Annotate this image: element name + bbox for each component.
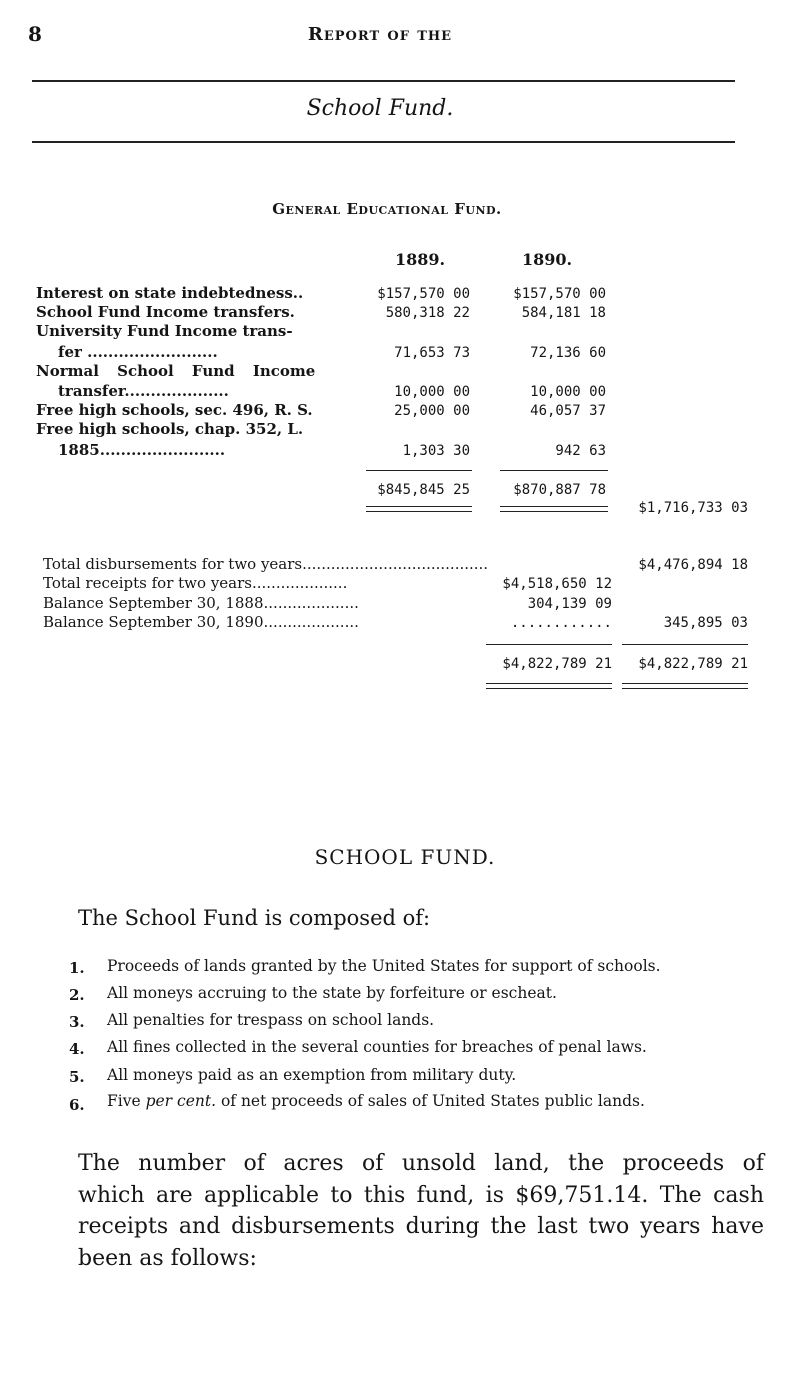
list-item-text: All moneys accruing to the state by forfeiture or escheat. <box>107 984 557 1002</box>
table-row-label: Free high schools, sec. 496, R. S. <box>36 401 313 419</box>
table-row-label-cont: fer ......................... <box>58 343 218 361</box>
list-item-text <box>107 1092 645 1110</box>
summary-row-label: Balance September 30, 1890.................... <box>43 613 359 631</box>
table-cell-1889: 25,000 00 <box>394 403 470 419</box>
table-title: General Educational Fund. <box>272 200 502 218</box>
year-header-1890: 1890. <box>522 250 573 269</box>
paragraph-line: The number of acres of unsold land, the proceeds of <box>78 1151 764 1176</box>
header-rule-bottom <box>32 141 735 143</box>
list-item-number: 3. <box>69 1013 85 1031</box>
summary-rule <box>486 644 612 645</box>
summary-row-label: Balance September 30, 1888.................... <box>43 594 359 612</box>
table-cell-1890: $157,570 00 <box>513 286 606 302</box>
table-row-label: University Fund Income trans- <box>36 322 293 340</box>
table-row-label-cont: 1885........................ <box>58 441 226 459</box>
table-cell-1889: 580,318 22 <box>385 305 470 321</box>
subtotal-rule <box>366 470 472 471</box>
table-cell-1889: 10,000 00 <box>394 384 470 400</box>
total-1890: $870,887 78 <box>513 482 606 498</box>
list-item-text: Proceeds of lands granted by the United States for support of schools. <box>107 957 661 975</box>
summary-rule <box>622 644 748 645</box>
double-rule <box>622 683 748 689</box>
table-cell-1890: 46,057 37 <box>530 403 606 419</box>
double-rule <box>486 683 612 689</box>
list-item-number: 6. <box>69 1096 85 1114</box>
grand-total: $1,716,733 03 <box>638 500 748 516</box>
running-head: Report of the <box>307 24 453 45</box>
table-cell-1889: 71,653 73 <box>394 345 470 361</box>
table-cell-1890: 72,136 60 <box>530 345 606 361</box>
table-cell-1890: 10,000 00 <box>530 384 606 400</box>
paragraph-line: been as follows: <box>78 1245 257 1271</box>
summary-row-label: Total disbursements for two years....................................... <box>43 555 489 573</box>
subtotal-rule <box>500 470 608 471</box>
table-row-label: School Fund Income transfers. <box>36 303 295 321</box>
list-item-italic: per cent. <box>145 1092 217 1110</box>
table-cell-1890: 584,181 18 <box>521 305 606 321</box>
summary-total-b: $4,822,789 21 <box>638 656 748 672</box>
table-cell-1889: $157,570 00 <box>377 286 470 302</box>
list-item-text-end: of net proceeds of sales of United States public lands. <box>216 1092 645 1110</box>
table-cell-1889: 1,303 30 <box>402 443 470 459</box>
list-item-number: 1. <box>69 959 85 977</box>
section-subhead: School Fund. <box>306 96 454 121</box>
double-rule <box>366 506 472 512</box>
paragraph-line: receipts and disbursements during the last two years have <box>78 1214 764 1239</box>
summary-total-a: $4,822,789 21 <box>502 656 612 672</box>
table-cell-1890: 942 63 <box>555 443 606 459</box>
body-paragraph <box>78 1148 764 1274</box>
table-row-label: Normal School Fund Income <box>36 362 316 380</box>
double-rule <box>500 506 608 512</box>
page-number: 8 <box>28 22 42 46</box>
summary-col-a: $4,518,650 12 <box>502 576 612 592</box>
summary-col-a: 304,139 09 <box>527 596 612 612</box>
summary-col-b: $4,476,894 18 <box>638 557 748 573</box>
summary-row-label: Total receipts for two years.................... <box>43 574 348 592</box>
summary-col-a: ............ <box>510 615 612 631</box>
list-item-text: All moneys paid as an exemption from military duty. <box>107 1066 517 1084</box>
list-item-text: All penalties for trespass on school lands. <box>107 1011 435 1029</box>
table-row-label: Interest on state indebtedness.. <box>36 284 304 302</box>
year-header-1889: 1889. <box>395 250 446 269</box>
list-item-number: 4. <box>69 1040 85 1058</box>
table-row-label: Free high schools, chap. 352, L. <box>36 420 304 438</box>
list-item-number: 5. <box>69 1068 85 1086</box>
total-1889: $845,845 25 <box>377 482 470 498</box>
header-rule-top <box>32 80 735 82</box>
intro-text: The School Fund is composed of: <box>78 906 431 930</box>
paragraph-line: which are applicable to this fund, is $69,751.14. The cash <box>78 1182 764 1208</box>
list-item-text: All fines collected in the several counties for breaches of penal laws. <box>107 1038 647 1056</box>
list-item-text-start: Five <box>107 1092 146 1110</box>
summary-col-b: 345,895 03 <box>663 615 748 631</box>
table-row-label-cont: transfer.................... <box>58 382 229 400</box>
section-title: SCHOOL FUND. <box>314 845 496 869</box>
list-item-number: 2. <box>69 986 85 1004</box>
